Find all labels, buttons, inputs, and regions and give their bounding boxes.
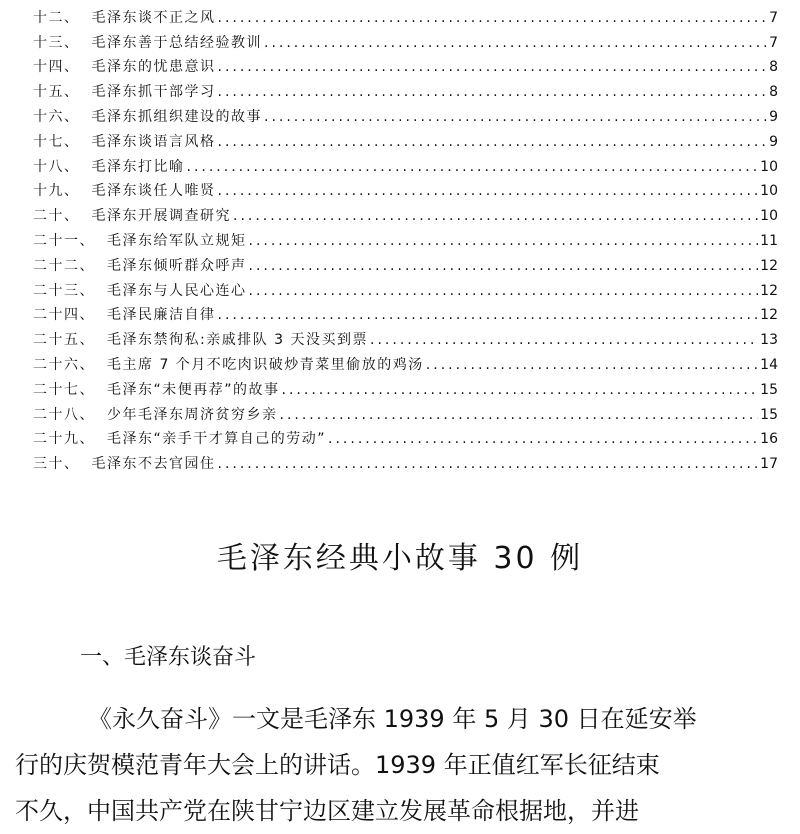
toc-title: 毛泽东谈语言风格 bbox=[91, 133, 216, 150]
toc-leader-dots bbox=[218, 183, 759, 199]
toc-number: 十九、 bbox=[33, 183, 80, 200]
toc-number: 二十三、 bbox=[33, 282, 95, 299]
toc-entry[interactable] bbox=[33, 106, 778, 131]
toc-number: 十四、 bbox=[33, 59, 80, 76]
toc-entry[interactable] bbox=[33, 81, 778, 106]
toc-page-number: 10 bbox=[760, 183, 778, 200]
table-of-contents bbox=[33, 0, 778, 478]
toc-title: 毛泽东“未便再荐”的故事 bbox=[107, 381, 280, 398]
toc-leader-dots bbox=[218, 456, 759, 472]
toc-entry[interactable] bbox=[33, 453, 778, 478]
toc-page-number: 12 bbox=[760, 257, 778, 274]
toc-entry[interactable] bbox=[33, 230, 778, 255]
toc-page-number: 10 bbox=[760, 208, 778, 225]
toc-title: 毛泽东的忧患意识 bbox=[91, 59, 216, 76]
toc-page-number: 12 bbox=[760, 282, 778, 299]
toc-entry[interactable] bbox=[33, 32, 778, 57]
toc-leader-dots bbox=[218, 134, 768, 150]
toc-title: 毛泽东开展调查研究 bbox=[91, 208, 231, 225]
toc-page-number: 12 bbox=[760, 307, 778, 324]
toc-leader-dots bbox=[218, 84, 768, 100]
toc-leader-dots bbox=[328, 431, 758, 447]
toc-entry[interactable] bbox=[33, 255, 778, 280]
toc-number: 二十八、 bbox=[33, 406, 95, 423]
toc-entry[interactable] bbox=[33, 180, 778, 205]
toc-leader-dots bbox=[264, 109, 767, 125]
toc-page-number: 7 bbox=[769, 9, 778, 26]
toc-entry[interactable] bbox=[33, 404, 778, 429]
toc-entry[interactable] bbox=[33, 205, 778, 230]
toc-title: 毛泽东抓干部学习 bbox=[91, 84, 216, 101]
toc-leader-dots bbox=[282, 382, 759, 398]
toc-title: 毛泽东倾听群众呼声 bbox=[107, 257, 247, 274]
toc-page-number bbox=[769, 0, 778, 1]
toc-title: 毛泽东抓组织建设的故事 bbox=[91, 108, 262, 125]
toc-entry[interactable] bbox=[33, 379, 778, 404]
toc-entry[interactable] bbox=[33, 428, 778, 453]
toc-title: 毛泽东禁徇私:亲戚排队 3 天没买到票 bbox=[107, 332, 369, 349]
toc-page-number: 10 bbox=[760, 158, 778, 175]
toc-number: 二十一、 bbox=[33, 232, 95, 249]
toc-title: 毛泽东谈不正之风 bbox=[91, 9, 216, 26]
toc-leader-dots bbox=[233, 208, 758, 224]
toc-title: 毛泽东给军队立规矩 bbox=[107, 232, 247, 249]
toc-title: 毛泽东与人民心连心 bbox=[107, 282, 247, 299]
toc-entry[interactable] bbox=[33, 354, 778, 379]
toc-number: 二十七、 bbox=[33, 381, 95, 398]
toc-title: 毛泽东打比喻 bbox=[91, 158, 185, 175]
document-title: 毛泽东经典小故事 30 例 bbox=[216, 541, 584, 576]
toc-page-number: 7 bbox=[769, 34, 778, 51]
toc-page-number: 17 bbox=[760, 456, 778, 473]
toc-number: 十六、 bbox=[33, 108, 80, 125]
toc-number: 三十、 bbox=[33, 456, 80, 473]
toc-entry[interactable] bbox=[33, 56, 778, 81]
toc-leader-dots bbox=[218, 307, 759, 323]
toc-page-number: 9 bbox=[769, 108, 778, 125]
toc-leader-dots bbox=[233, 0, 767, 1]
toc-entry[interactable] bbox=[33, 156, 778, 181]
toc-title: 毛泽东谈任人唯贤 bbox=[91, 183, 216, 200]
toc-page-number: 15 bbox=[760, 381, 778, 398]
toc-title: 毛泽东不去官园住 bbox=[91, 456, 216, 473]
toc-title: 毛泽东“亲手干才算自己的劳动” bbox=[107, 431, 327, 448]
toc-page-number: 15 bbox=[760, 406, 778, 423]
toc-leader-dots bbox=[426, 357, 758, 373]
toc-page-number: 8 bbox=[769, 84, 778, 101]
toc-entry[interactable] bbox=[33, 0, 778, 7]
toc-number bbox=[33, 0, 80, 2]
toc-entry[interactable] bbox=[33, 329, 778, 354]
body-line: 不久，中国共产党在陕甘宁边区建立发展革命根据地，并进 bbox=[15, 797, 639, 825]
toc-title bbox=[80, 0, 232, 2]
toc-title: 毛泽民廉洁自律 bbox=[107, 307, 216, 324]
toc-entry[interactable] bbox=[33, 7, 778, 32]
toc-number: 二十二、 bbox=[33, 257, 95, 274]
body-line: 《永久奋斗》一文是毛泽东 1939 年 5 月 30 日在延安举 bbox=[88, 705, 697, 733]
body-line: 行的庆贺模范青年大会上的讲话。1939 年正值红军长征结束 bbox=[15, 751, 660, 779]
toc-title: 毛泽东善于总结经验教训 bbox=[91, 34, 262, 51]
toc-number: 二十九、 bbox=[33, 431, 95, 448]
toc-leader-dots bbox=[249, 258, 759, 274]
toc-entry[interactable] bbox=[33, 280, 778, 305]
toc-number: 十三、 bbox=[33, 34, 80, 51]
toc-leader-dots bbox=[187, 159, 759, 175]
toc-number: 二十、 bbox=[33, 208, 80, 225]
toc-leader-dots bbox=[249, 233, 759, 249]
toc-leader-dots bbox=[264, 35, 767, 51]
toc-number: 二十五、 bbox=[33, 332, 95, 349]
toc-number: 十五、 bbox=[33, 84, 80, 101]
toc-number: 十八、 bbox=[33, 158, 80, 175]
toc-leader-dots bbox=[370, 332, 758, 348]
toc-title: 毛主席 7 个月不吃肉识破炒青菜里偷放的鸡汤 bbox=[107, 356, 424, 373]
toc-page-number: 8 bbox=[769, 59, 778, 76]
toc-leader-dots bbox=[249, 283, 759, 299]
toc-page-number: 9 bbox=[769, 133, 778, 150]
toc-number: 十二、 bbox=[33, 9, 80, 26]
body-text bbox=[15, 696, 785, 834]
toc-page-number: 14 bbox=[760, 356, 778, 373]
toc-number: 二十四、 bbox=[33, 307, 95, 324]
toc-entry[interactable] bbox=[33, 131, 778, 156]
section-heading: 一、毛泽东谈奋斗 bbox=[80, 645, 257, 670]
toc-title: 少年毛泽东周济贫穷乡亲 bbox=[107, 406, 278, 423]
toc-entry[interactable] bbox=[33, 304, 778, 329]
toc-number: 十七、 bbox=[33, 133, 80, 150]
toc-leader-dots bbox=[218, 10, 768, 26]
toc-page-number: 11 bbox=[760, 232, 778, 249]
toc-leader-dots bbox=[280, 407, 759, 423]
toc-page-number: 13 bbox=[760, 332, 778, 349]
toc-leader-dots bbox=[218, 59, 768, 75]
toc-number: 二十六、 bbox=[33, 356, 95, 373]
toc-page-number: 16 bbox=[760, 431, 778, 448]
